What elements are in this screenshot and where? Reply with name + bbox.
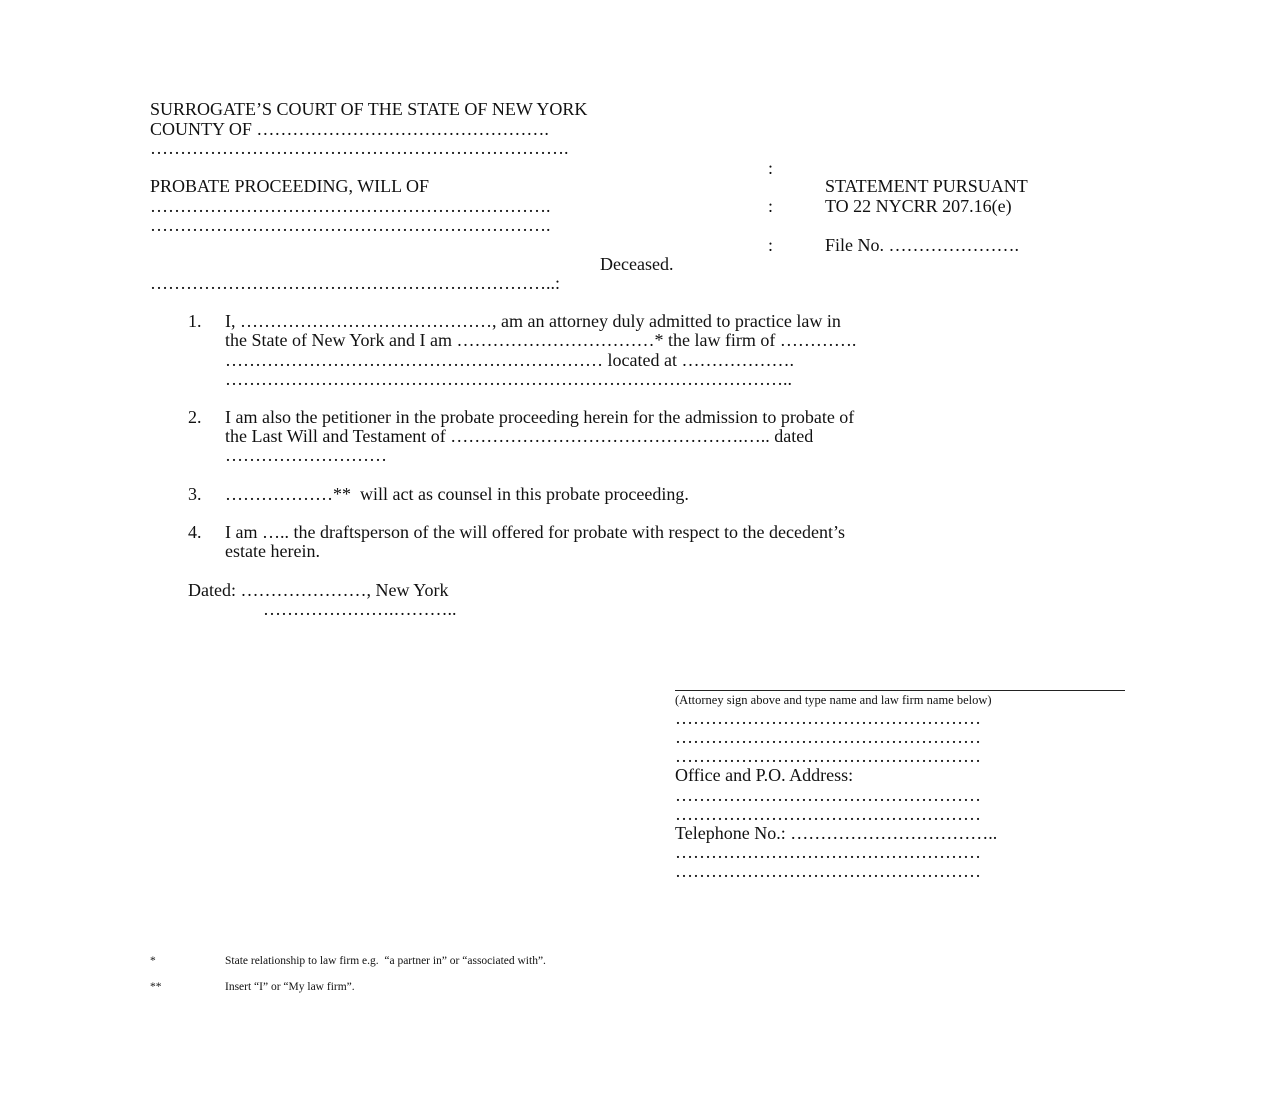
statement-title-line-1: STATEMENT PURSUANT bbox=[825, 176, 1028, 196]
paragraph-number: 3. bbox=[188, 484, 202, 504]
caption-colon: : bbox=[768, 158, 774, 178]
decedent-name-line[interactable]: …………………………………………………………. bbox=[150, 215, 551, 235]
dated-field[interactable]: Dated: …………………, New York bbox=[188, 580, 449, 600]
attorney-name-line[interactable]: …………………………………………… bbox=[675, 708, 981, 728]
signature-instruction: (Attorney sign above and type name and law firm name below) bbox=[675, 693, 992, 707]
footnote-text: State relationship to law firm e.g. “a partner in” or “associated with”. bbox=[225, 955, 546, 967]
caption-dots-line[interactable]: ……………………………………………………………. bbox=[150, 138, 569, 158]
paragraph-2-line[interactable]: the Last Will and Testament of ………………………………………….….. dated bbox=[225, 426, 814, 446]
paragraph-number: 4. bbox=[188, 522, 202, 542]
footnote-mark: * bbox=[150, 955, 156, 967]
paragraph-4-line: estate herein. bbox=[225, 541, 320, 561]
signature-line[interactable] bbox=[675, 690, 1125, 691]
paragraph-1-line[interactable]: I, ……………………………………, am an attorney duly admitted to practice law in bbox=[225, 311, 841, 331]
caption-colon: : bbox=[768, 196, 774, 216]
footnote-text: Insert “I” or “My law firm”. bbox=[225, 981, 355, 993]
statement-title-line-2: TO 22 NYCRR 207.16(e) bbox=[825, 196, 1012, 216]
paragraph-4-line[interactable]: I am ….. the draftsperson of the will offered for probate with respect to the decedent’s bbox=[225, 522, 845, 542]
telephone-field[interactable]: Telephone No.: …………………………….. bbox=[675, 823, 998, 843]
paragraph-number: 1. bbox=[188, 311, 202, 331]
dated-date-field[interactable]: ………………….……….. bbox=[263, 599, 457, 619]
telephone-extra-line[interactable]: …………………………………………… bbox=[675, 842, 981, 862]
paragraph-1-line[interactable]: ……………………………………………………… located at ………………. bbox=[225, 350, 794, 370]
caption-colon: : bbox=[768, 235, 774, 255]
law-firm-name-line[interactable]: …………………………………………… bbox=[675, 746, 981, 766]
footnote-mark: ** bbox=[150, 981, 162, 993]
telephone-extra-line[interactable]: …………………………………………… bbox=[675, 861, 981, 881]
paragraph-number: 2. bbox=[188, 407, 202, 427]
paragraph-2-line[interactable]: ……………………… bbox=[225, 445, 387, 465]
address-line[interactable]: …………………………………………… bbox=[675, 804, 981, 824]
caption-closing-line: …………………………………………………………..: bbox=[150, 273, 561, 293]
decedent-name-line[interactable]: …………………………………………………………. bbox=[150, 196, 551, 216]
address-line[interactable]: …………………………………………… bbox=[675, 785, 981, 805]
proceeding-title: PROBATE PROCEEDING, WILL OF bbox=[150, 176, 430, 196]
paragraph-3-line[interactable]: ………………** will act as counsel in this probate proceeding. bbox=[225, 484, 689, 504]
address-label: Office and P.O. Address: bbox=[675, 765, 854, 785]
file-number-field[interactable]: File No. …………………. bbox=[825, 235, 1020, 255]
paragraph-1-line[interactable]: ………………………………………………………………………………….. bbox=[225, 369, 792, 389]
paragraph-2-line: I am also the petitioner in the probate proceeding herein for the admission to probate of bbox=[225, 407, 855, 427]
attorney-name-line[interactable]: …………………………………………… bbox=[675, 727, 981, 747]
deceased-label: Deceased. bbox=[600, 254, 674, 274]
county-field[interactable]: COUNTY OF …………………………………………. bbox=[150, 119, 549, 139]
paragraph-1-line[interactable]: the State of New York and I am ……………………………* the law firm of …………. bbox=[225, 330, 857, 350]
court-name: SURROGATE’S COURT OF THE STATE OF NEW YORK bbox=[150, 99, 588, 119]
